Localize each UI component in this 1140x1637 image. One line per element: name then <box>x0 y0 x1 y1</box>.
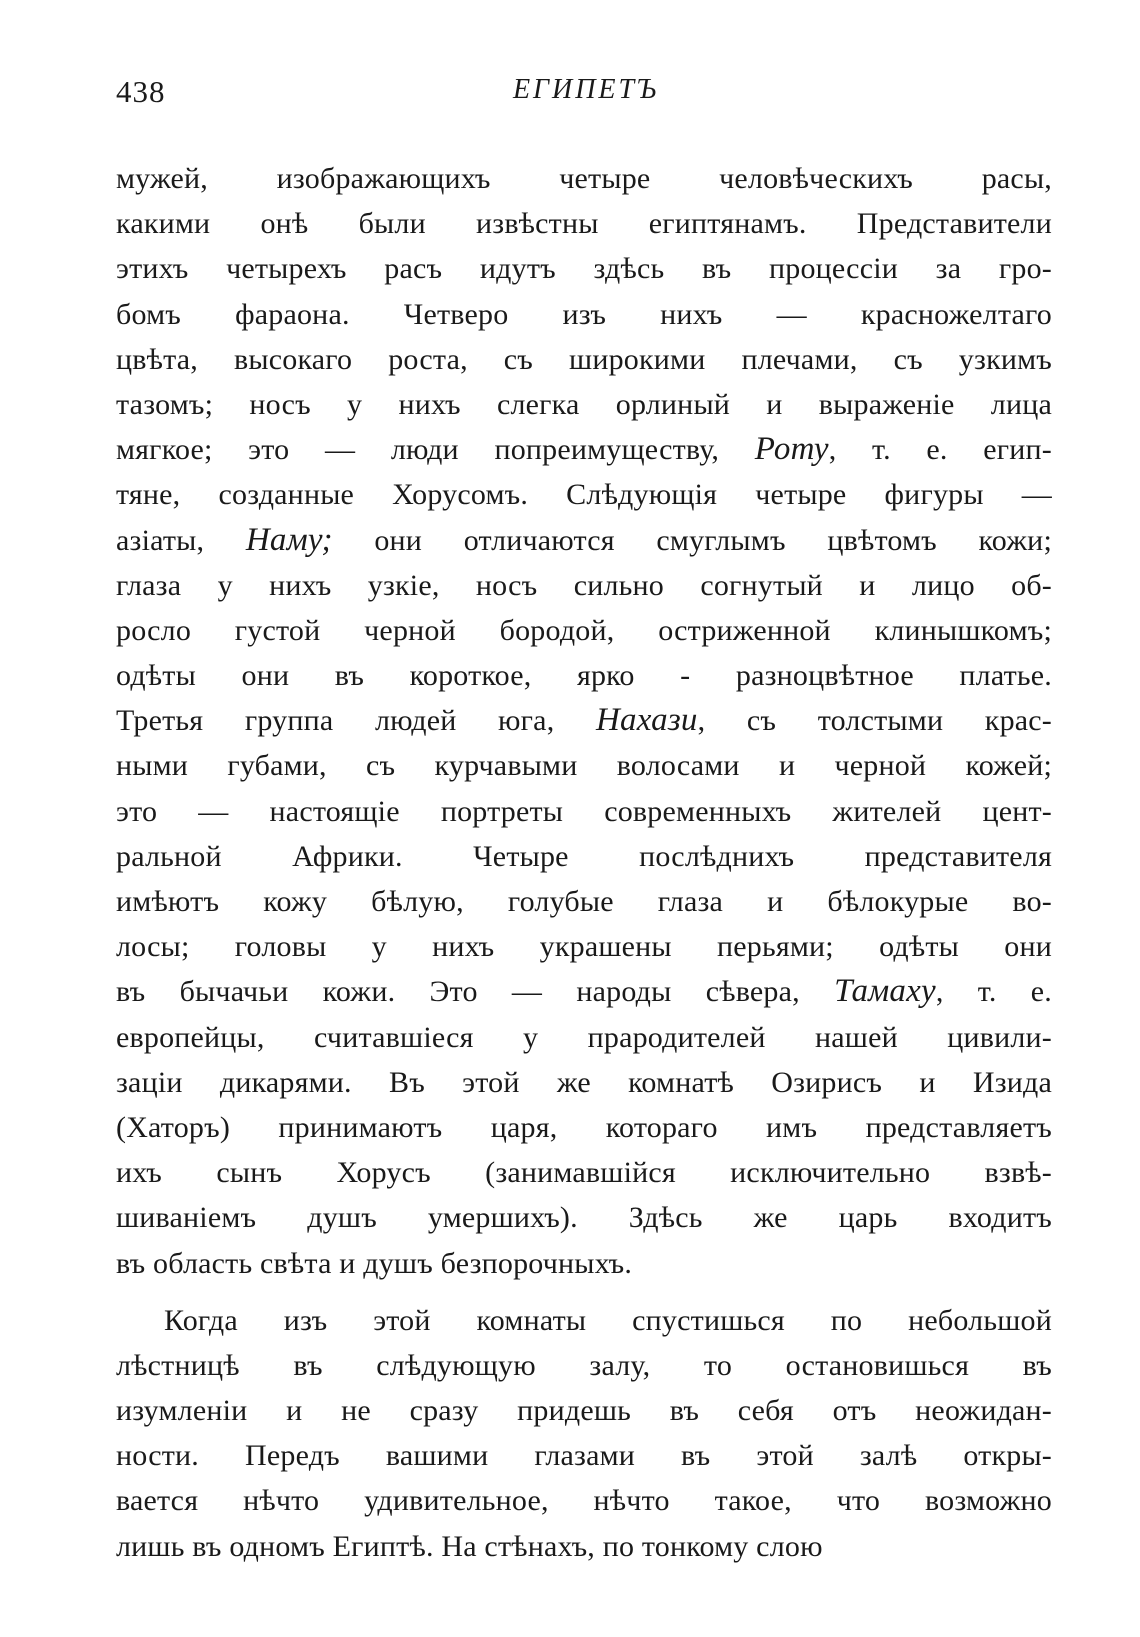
text-run: въ область свѣта и душъ безпорочныхъ. <box>116 1246 633 1280</box>
text-run: какими онѣ были извѣстны египтянамъ. Представители <box>116 207 1052 241</box>
text-run: глаза у нихъ узкіе, носъ сильно согнутый и лицо об- <box>116 568 1052 602</box>
text-line <box>116 201 1052 246</box>
text-run: , съ толстыми крас- <box>697 704 1052 738</box>
text-line <box>116 1105 1052 1150</box>
text-run: , т. е. <box>935 975 1053 1009</box>
paragraph <box>116 1298 1052 1569</box>
text-line <box>116 924 1052 969</box>
text-line <box>116 337 1052 382</box>
text-line <box>116 653 1052 698</box>
italic-term: Роту <box>754 431 829 468</box>
text-run: ральной Африки. Четыре послѣднихъ представителя <box>116 839 1052 873</box>
text-line <box>116 292 1052 337</box>
text-run: этихъ четырехъ расъ идутъ здѣсь въ процессіи за гро- <box>116 252 1052 286</box>
text-run: ихъ сынъ Хорусъ (занимавшійся исключительно взвѣ- <box>116 1156 1052 1190</box>
text-run: Третья группа людей юга, <box>116 704 596 738</box>
text-run: бомъ фараона. Четверо изъ нихъ — красножелтаго <box>116 297 1052 331</box>
paragraph <box>116 156 1052 1286</box>
text-line <box>116 1298 1052 1343</box>
text-run: азіаты, <box>116 523 246 557</box>
text-line <box>116 1478 1052 1523</box>
text-run: тяне, созданные Хорусомъ. Слѣдующія четыре фигуры — <box>116 478 1052 512</box>
italic-term: Нахази <box>595 702 698 739</box>
text-run: изумленіи и не сразу придешь въ себя отъ неожидан- <box>116 1394 1052 1428</box>
text-line <box>116 1433 1052 1478</box>
text-line <box>116 1150 1052 1195</box>
text-line <box>116 879 1052 924</box>
text-line <box>116 1388 1052 1433</box>
text-line <box>116 789 1052 834</box>
text-run: заціи дикарями. Въ этой же комнатѣ Озирисъ и Изида <box>116 1065 1052 1099</box>
text-line <box>116 382 1052 427</box>
text-run: , т. е. егип- <box>828 433 1052 467</box>
text-run: шиваніемъ душъ умершихъ). Здѣсь же царь входитъ <box>116 1201 1052 1235</box>
text-line <box>116 1195 1052 1240</box>
text-run: это — настоящіе портреты современныхъ жителей цент- <box>116 794 1052 828</box>
text-run: въ бычачьи кожи. Это — народы сѣвера, <box>116 975 835 1009</box>
body-text <box>116 156 1052 1569</box>
text-line <box>116 743 1052 788</box>
text-line <box>116 969 1052 1014</box>
text-run: мужей, изображающихъ четыре человѣческихъ расы, <box>116 162 1052 195</box>
text-line <box>116 698 1052 743</box>
italic-term: Тамаху <box>834 973 936 1010</box>
text-line <box>116 1524 1052 1569</box>
text-line <box>116 246 1052 291</box>
text-line <box>116 518 1052 563</box>
text-run: Когда изъ этой комнаты спустишься по небольшой <box>164 1303 1052 1337</box>
text-line <box>116 1060 1052 1105</box>
text-run: европейцы, считавшіеся у прародителей нашей цивили- <box>116 1020 1052 1054</box>
text-line <box>116 472 1052 517</box>
text-run: тазомъ; носъ у нихъ слегка орлиный и выраженіе лица <box>116 387 1052 421</box>
text-run: имѣютъ кожу бѣлую, голубые глаза и бѣлокурые во- <box>116 885 1052 918</box>
text-run: мягкое; это — люди попреимуществу, <box>116 433 755 467</box>
text-line <box>116 427 1052 472</box>
text-run: росло густой черной бородой, остриженной клинышкомъ; <box>116 613 1052 647</box>
text-run: цвѣта, высокаго роста, съ широкими плечами, съ узкимъ <box>116 342 1052 376</box>
text-run: лишь въ одномъ Египтѣ. На стѣнахъ, по тонкому слою <box>116 1529 823 1563</box>
text-line <box>116 1343 1052 1388</box>
text-line <box>116 1015 1052 1060</box>
text-run: ными губами, съ курчавыми волосами и черной кожей; <box>116 749 1052 783</box>
text-run: (Хаторъ) принимаютъ царя, котораго имъ представляетъ <box>116 1110 1052 1144</box>
text-line <box>116 834 1052 879</box>
text-line <box>116 156 1052 201</box>
paragraph-gap <box>116 1286 1052 1298</box>
text-run: лосы; головы у нихъ украшены перьями; одѣты они <box>116 930 1052 964</box>
text-run: одѣты они въ короткое, ярко - разноцвѣтное платье. <box>116 659 1052 693</box>
text-line <box>116 563 1052 608</box>
text-line <box>116 1241 1052 1286</box>
text-run: ности. Передъ вашими глазами въ этой залѣ откры- <box>116 1439 1052 1473</box>
running-title: ЕГИПЕТЪ <box>512 74 660 105</box>
text-run: они отличаются смуглымъ цвѣтомъ кожи; <box>332 523 1052 557</box>
page-number: 438 <box>116 74 166 109</box>
italic-term: Наму; <box>245 521 333 558</box>
text-run: вается нѣчто удивительное, нѣчто такое, что возможно <box>116 1484 1052 1518</box>
text-run: лѣстницѣ въ слѣдующую залу, то остановишься въ <box>116 1348 1052 1382</box>
text-line <box>116 608 1052 653</box>
page-header <box>116 74 1056 124</box>
